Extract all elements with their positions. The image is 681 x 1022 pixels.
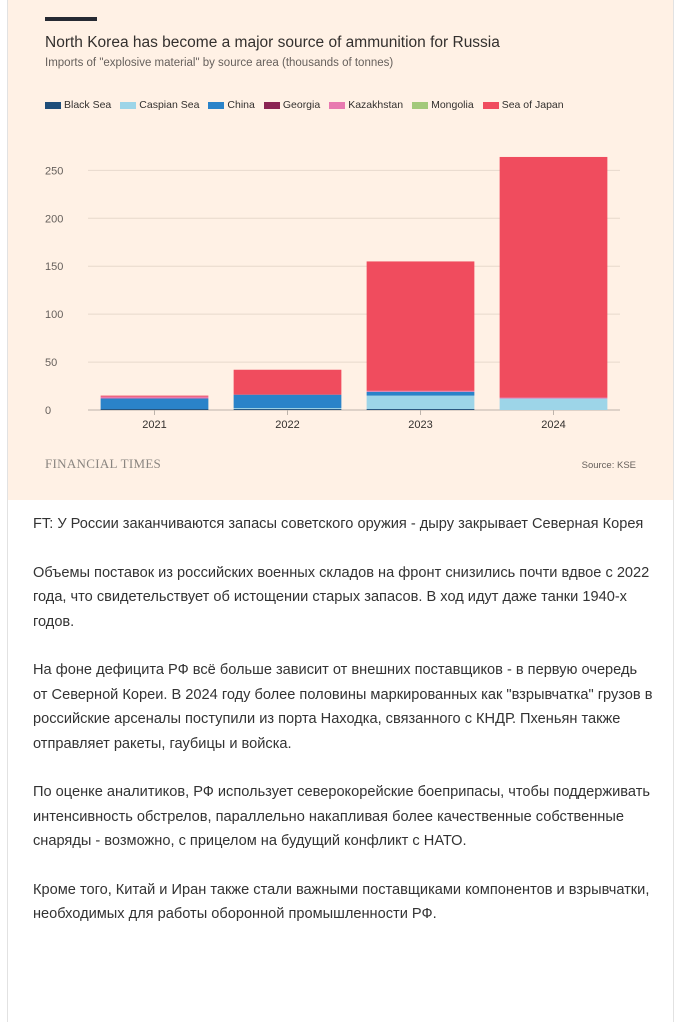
bar-segment [234, 409, 342, 410]
bar-segment [367, 391, 475, 392]
chart-card [8, 0, 673, 500]
article-paragraph: Кроме того, Китай и Иран также стали важными поставщиками компонентов и взрывчатки, необходимых для работы оборонной промышленности РФ. [33, 881, 650, 922]
chart-source: Source: KSE [581, 460, 636, 471]
x-tick-label: 2024 [541, 419, 566, 431]
legend-label: Kazakhstan [348, 99, 404, 111]
article-paragraph: По оценке аналитиков, РФ использует северокорейские боеприпасы, чтобы поддерживать интенсивность обстрелов, параллельно накапливая более качественные собственные снаряды - возможно, с прицелом на будущий конфликт с НАТО. [33, 784, 650, 849]
legend-label: Mongolia [431, 99, 474, 111]
x-tick-label: 2021 [142, 419, 167, 431]
brand-logo: FINANCIAL TIMES [45, 456, 162, 471]
y-tick-label: 0 [45, 405, 52, 417]
bar-segment [500, 398, 608, 399]
y-tick-label: 150 [45, 261, 64, 274]
bar-segment [367, 392, 475, 396]
bar-segment [500, 157, 608, 398]
legend-label: Georgia [282, 99, 321, 111]
bar-segment [367, 409, 475, 410]
chart-plot [8, 0, 673, 450]
bar-segment [234, 370, 342, 395]
y-tick-label: 100 [45, 309, 64, 322]
article-body [33, 512, 653, 951]
legend-label: Black Sea [64, 99, 112, 111]
y-tick-label: 50 [45, 357, 58, 370]
article-headline: FT: У России заканчиваются запасы советского оружия - дыру закрывает Северная Корея [33, 516, 644, 532]
legend-label: Caspian Sea [139, 99, 200, 111]
bar-segment [234, 395, 342, 408]
bar-segment [367, 396, 475, 409]
bar-segment [101, 409, 209, 410]
chart-subtitle: Imports of "explosive material" by source area (thousands of tonnes) [45, 57, 394, 69]
article-paragraph: Объемы поставок из российских военных складов на фронт снизились почти вдвое с 2022 года, что свидетельствует об истощении старых запасов. В ход идут даже танки 1940-х годов. [33, 564, 650, 630]
bar-segment [234, 408, 342, 409]
bar-segment [101, 397, 209, 399]
bar-segment [101, 396, 209, 397]
x-tick-label: 2023 [408, 419, 433, 431]
bar-segment [367, 261, 475, 390]
bar-segment [500, 398, 608, 410]
y-tick-label: 200 [45, 213, 64, 226]
legend-label: China [227, 99, 255, 111]
legend-label: Sea of Japan [501, 99, 564, 111]
article-paragraph: На фоне дефицита РФ всё больше зависит от внешних поставщиков - в первую очередь от Северной Кореи. В 2024 году более половины маркированных как "взрывчатка" грузов в российские арсеналы поступили из порта Находка, связанного с КНДР. Пхеньян также отправляет ракеты, гаубицы и войска. [33, 662, 653, 752]
chart-title: North Korea has become a major source of ammunition for Russia [45, 34, 500, 51]
y-tick-label: 250 [45, 165, 64, 178]
x-tick-label: 2022 [275, 419, 300, 431]
bar-segment [101, 398, 209, 409]
